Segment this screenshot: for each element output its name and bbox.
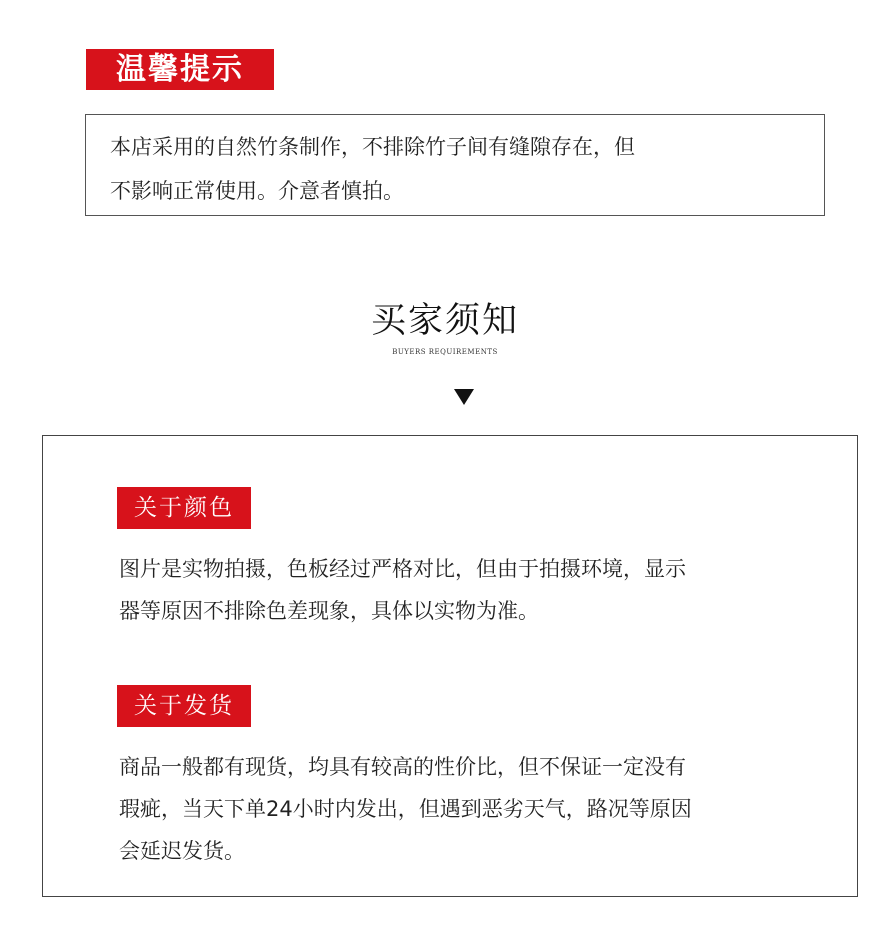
warm-tip-line: 本店采用的自然竹条制作，不排除竹子间有缝隙存在，但 bbox=[110, 135, 635, 159]
shipping-section-badge: 关于发货 bbox=[117, 685, 251, 727]
color-section-text bbox=[119, 548, 819, 632]
color-section-badge: 关于颜色 bbox=[117, 487, 251, 529]
shipping-text-line: 商品一般都有现货，均具有较高的性价比，但不保证一定没有 bbox=[119, 755, 686, 779]
warm-tip-box bbox=[85, 114, 825, 216]
warm-tip-line: 不影响正常使用。介意者慎拍。 bbox=[110, 179, 404, 203]
shipping-text-line: 会延迟发货。 bbox=[119, 839, 245, 863]
buyers-subtitle: BUYERS REQUIREMENTS bbox=[392, 348, 498, 356]
color-text-line: 器等原因不排除色差现象，具体以实物为准。 bbox=[119, 599, 539, 623]
requirements-box bbox=[42, 435, 858, 897]
buyers-title: 买家须知 bbox=[370, 301, 519, 341]
shipping-text-line: 瑕疵，当天下单24小时内发出，但遇到恶劣天气，路况等原因 bbox=[119, 797, 692, 821]
warm-tip-badge: 温馨提示 bbox=[86, 49, 274, 90]
color-text-line: 图片是实物拍摄，色板经过严格对比，但由于拍摄环境，显示 bbox=[119, 557, 686, 581]
triangle-down-icon bbox=[454, 389, 474, 405]
shipping-section-text bbox=[119, 746, 839, 872]
